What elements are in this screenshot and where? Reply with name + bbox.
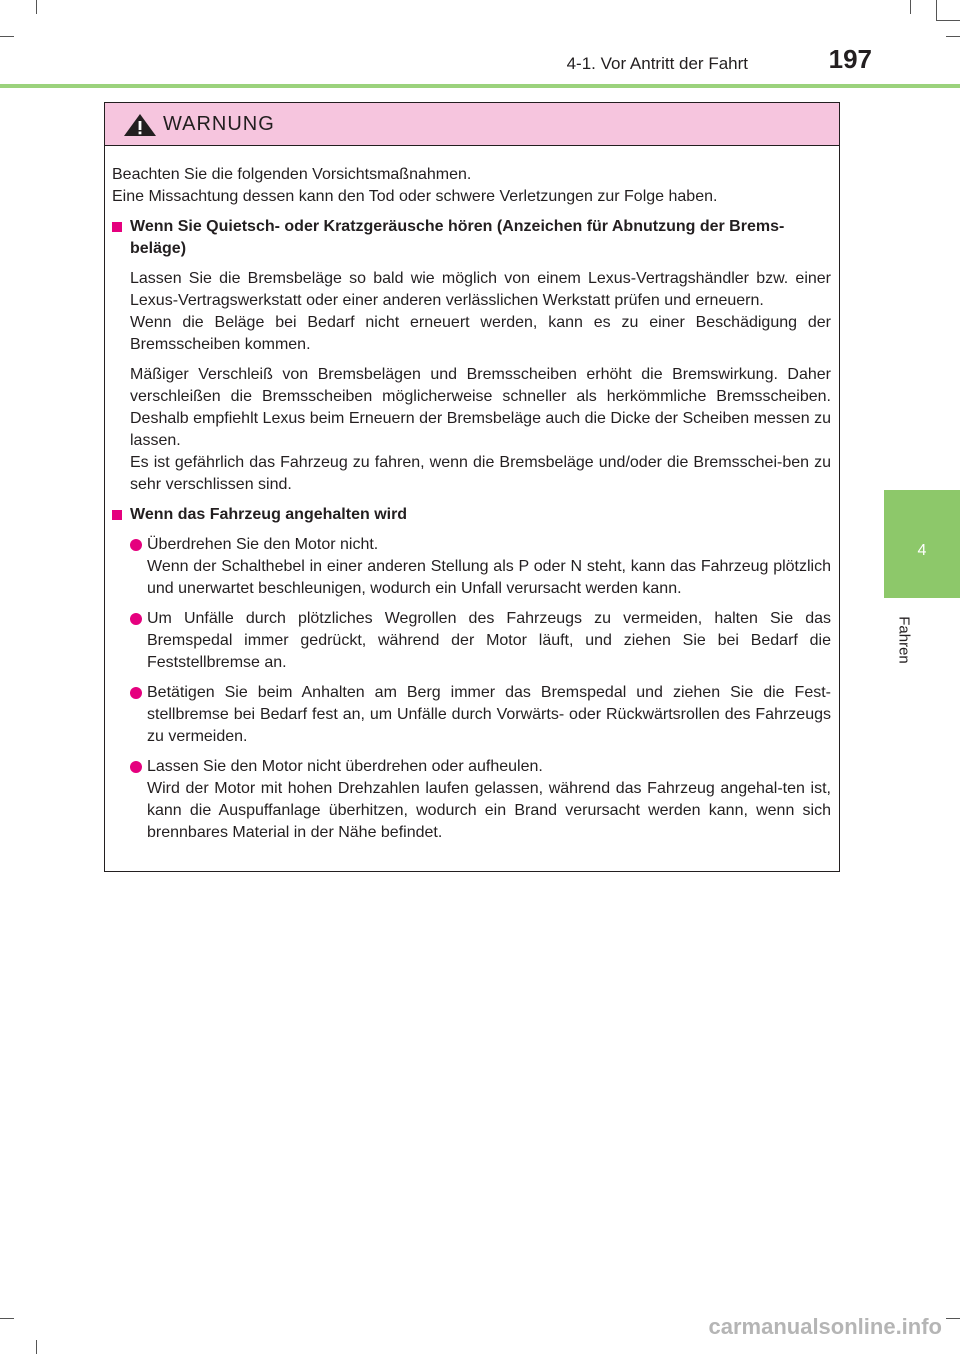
list-item-text [147,608,831,674]
square-bullet-icon [112,222,122,232]
list-item [112,608,831,674]
warning-triangle-icon [123,113,157,137]
list-item [112,756,831,844]
watermark-logo: carmanualsonline.info [708,1314,942,1339]
crop-mark [36,1340,37,1354]
warning-title: WARNUNG [163,113,275,135]
chapter-number: 4 [917,542,927,559]
paragraph: Lassen Sie die Bremsbeläge so bald wie möglich von einem Lexus-Vertragshändler bzw. einer Lexus-Vertragswerkstatt oder einer anderen verlässlichen Werkstatt prüfen und erneuern. [130,270,831,309]
crop-mark [910,0,911,14]
list-line: Überdrehen Sie den Motor nicht. [147,536,379,553]
crop-mark [936,0,937,20]
list-line: Um Unfälle durch plötzliches Wegrollen des Fahrzeugs zu vermeiden, halten Sie das Bremspedal immer gedrückt, während der Motor läuft, und ziehen Sie bei Bedarf die Feststellbremse an. [147,610,831,671]
paragraph-group [112,268,831,356]
list-item-text [147,756,831,844]
list-item [112,682,831,748]
list-line: Betätigen Sie beim Anhalten am Berg immer das Bremspedal und ziehen Sie die Fest-stellbremse bei Bedarf fest an, um Unfälle durch Vorwärts- oder Rückwärtsrollen des Fahrzeugs zu vermeiden. [147,684,831,745]
list-line: Lassen Sie den Motor nicht überdrehen oder aufheulen. [147,758,543,775]
section-header-title: 4-1. Vor Antritt der Fahrt [566,54,748,73]
round-bullet-icon [130,687,142,699]
warning-box [104,102,840,872]
round-bullet-icon [130,613,142,625]
section-heading [112,504,831,526]
chapter-label-text: Fahren [895,616,913,664]
section-heading-text: Wenn das Fahrzeug angehalten wird [130,506,408,523]
round-bullet-icon [130,539,142,551]
crop-mark [936,20,960,21]
paragraph: Mäßiger Verschleiß von Bremsbelägen und Bremsscheiben erhöht die Bremswirkung. Daher verschleißen die Bremsscheiben möglicherweise schneller als herkömmliche Bremsscheiben. Deshalb empfiehlt Lexus beim Erneuern der Bremsbeläge auch die Dicke der Scheiben messen zu lassen. [130,366,831,449]
crop-mark [0,1318,14,1319]
paragraph: Es ist gefährlich das Fahrzeug zu fahren, wenn die Bremsbeläge und/oder die Bremsschei-ben zu sehr verschlissen sind. [130,454,831,493]
crop-mark [0,36,14,37]
intro-line: Eine Missachtung dessen kann den Tod oder schwere Verletzungen zur Folge haben. [112,188,718,205]
section-heading-text: Wenn Sie Quietsch- oder Kratzgeräusche hören (Anzeichen für Abnutzung der Brems-beläge) [130,218,785,257]
list-item-text [147,682,831,748]
list-line: Wenn der Schalthebel in einer anderen Stellung als P oder N steht, kann das Fahrzeug plötzlich und unerwartet beschleunigen, wodurch ein Unfall verursacht werden kann. [147,558,831,597]
paragraph: Wenn die Beläge bei Bedarf nicht erneuert werden, kann es zu einer Beschädigung der Bremsscheiben kommen. [130,314,831,353]
list-line: Wird der Motor mit hohen Drehzahlen laufen gelassen, während das Fahrzeug angehal-ten ist, kann die Auspuffanlage überhitzen, wodurch ein Brand verursacht werden kann, wenn sich brennbares Material in der Nähe befindet. [147,780,831,841]
chapter-label [892,608,916,672]
crop-mark [36,0,37,14]
warning-intro [112,164,831,208]
header-rule [0,84,960,88]
page-number: 197 [828,44,872,74]
square-bullet-icon [112,510,122,520]
round-bullet-icon [130,761,142,773]
section-heading [112,216,831,260]
chapter-tab [884,490,960,598]
crop-mark [946,36,960,37]
list-item-text [147,534,831,600]
paragraph-group [112,364,831,496]
list-item [112,534,831,600]
crop-mark [946,1318,960,1319]
warning-header [105,103,839,146]
warning-body [105,146,839,844]
intro-line: Beachten Sie die folgenden Vorsichtsmaßnahmen. [112,166,472,183]
